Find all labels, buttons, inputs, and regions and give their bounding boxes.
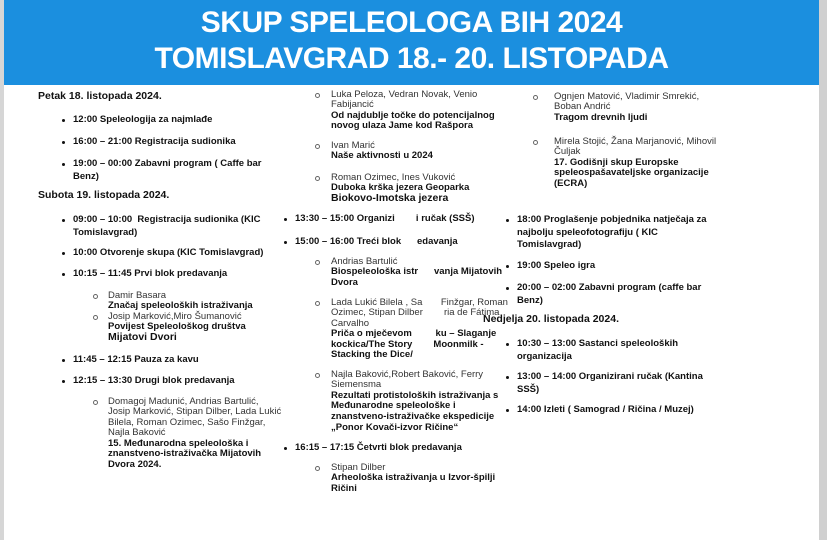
bullet-icon xyxy=(62,119,65,122)
schedule-item: organizacija xyxy=(517,350,572,362)
sub-bullet-icon xyxy=(533,140,538,145)
schedule-item: Tomislavgrad) xyxy=(517,239,582,250)
talk-authors: Lada Lukić Bilela , Sa Finžgar, Roman xyxy=(331,297,508,308)
talk-title: Rezultati protistoloških istraživanja s xyxy=(331,389,499,401)
bullet-icon xyxy=(506,343,509,346)
talk-authors: Andrias Bartulić xyxy=(331,256,398,267)
day-heading: Petak 18. listopada 2024. xyxy=(38,90,162,102)
talk-authors: Roman Ozimec, Ines Vuković xyxy=(331,172,456,183)
schedule-item: 11:45 – 12:15 Pauza za kavu xyxy=(73,354,199,365)
schedule-item: 12:15 – 13:30 Drugi blok predavanja xyxy=(73,375,235,386)
talk-title: Duboka krška jezera Geoparka xyxy=(331,182,470,194)
talk-title: Mijatovi Dvori xyxy=(108,331,177,343)
day-heading: Subota 19. listopada 2024. xyxy=(38,189,170,201)
talk-title: Arheološka istraživanja u Izvor-špilji xyxy=(331,472,496,484)
bullet-icon xyxy=(62,219,65,222)
talk-title: Ričini xyxy=(331,483,357,494)
bullet-icon xyxy=(62,359,65,362)
schedule-item: 13:00 – 14:00 Organizirani ručak (Kantina xyxy=(517,371,703,382)
sub-bullet-icon xyxy=(93,294,98,299)
schedule-item: Benz) xyxy=(517,294,543,306)
schedule-item: 12:00 Speleologija za najmlađe xyxy=(73,114,213,125)
schedule-item: 20:00 – 02:00 Zabavni program (caffe bar xyxy=(517,282,702,293)
bullet-icon xyxy=(284,447,287,450)
talk-authors: Ognjen Matović, Vladimir Smrekić, xyxy=(554,91,700,102)
schedule-item: 10:00 Otvorenje skupa (KIC Tomislavgrad) xyxy=(73,247,264,258)
talk-title: Dvora xyxy=(331,277,358,288)
schedule-item: 13:30 – 15:00 Organizi i ručak (SSŠ) xyxy=(295,213,475,224)
bullet-icon xyxy=(62,163,65,166)
header-banner xyxy=(4,0,819,85)
schedule-item: najbolju speleofotografiju ( KIC xyxy=(517,226,658,238)
bullet-icon xyxy=(506,219,509,222)
sub-bullet-icon xyxy=(315,466,320,471)
bullet-icon xyxy=(62,273,65,276)
talk-authors: Josip Marković, Stipan Dilber, Lada Lukić xyxy=(108,406,282,418)
talk-title: „Ponor Kovači-izvor Ričine“ xyxy=(331,421,459,433)
schedule-item: 16:15 – 17:15 Četvrti blok predavanja xyxy=(295,442,462,453)
talk-authors: Josip Marković,Miro Šumanović xyxy=(108,311,242,322)
sub-bullet-icon xyxy=(315,260,320,265)
schedule-item: 10:30 – 13:00 Sastanci speleoloških xyxy=(517,338,679,349)
talk-authors: Siemensma xyxy=(331,379,382,391)
talk-authors: Fabijancić xyxy=(331,99,374,111)
talk-title: Značaj speleoloških istraživanja xyxy=(108,300,253,312)
bullet-icon xyxy=(506,287,509,290)
talk-authors: Luka Peloza, Vedran Novak, Venio xyxy=(331,89,478,100)
talk-title: znanstveno-istraživačka Mijatovih xyxy=(108,448,262,460)
schedule-item: 16:00 – 21:00 Registracija sudionika xyxy=(73,136,236,147)
talk-title: znanstveno-istraživačke ekspedicije xyxy=(331,411,495,422)
talk-authors: Bilela, Roman Ozimec, Sašo Finžgar, xyxy=(108,416,266,428)
talk-authors: Stipan Dilber xyxy=(331,462,386,473)
schedule-item: 09:00 – 10:00 Registracija sudionika (KIC xyxy=(73,214,261,225)
sub-bullet-icon xyxy=(93,400,98,405)
talk-title: kockica/The Story Moonmilk - xyxy=(331,338,484,350)
talk-title: (ECRA) xyxy=(554,178,588,189)
bullet-icon xyxy=(506,376,509,379)
talk-title: Povijest Speleološkog društva xyxy=(108,321,246,333)
talk-authors: Čuljak xyxy=(554,146,581,158)
schedule-item: 15:00 – 16:00 Treći blok edavanja xyxy=(295,236,458,247)
talk-authors: Najla Baković xyxy=(108,427,166,439)
talk-title: Od najdublje točke do potencijalnog xyxy=(331,109,495,121)
talk-authors: Najla Baković,Robert Baković, Ferry xyxy=(331,369,484,380)
talk-title: Tragom drevnih ljudi xyxy=(554,111,648,123)
talk-title: Naše aktivnosti u 2024 xyxy=(331,150,433,162)
talk-title: speleospašavateljske organizacije xyxy=(554,167,709,179)
sub-bullet-icon xyxy=(315,93,320,98)
schedule-item: 19:00 Speleo igra xyxy=(517,260,596,271)
page-edge-right xyxy=(819,0,827,540)
talk-title: Priča o mječevom ku – Slaganje xyxy=(331,328,497,340)
sub-bullet-icon xyxy=(315,373,320,378)
sub-bullet-icon xyxy=(93,315,98,320)
bullet-icon xyxy=(284,241,287,244)
bullet-icon xyxy=(284,218,287,221)
event-title: SKUP SPELEOLOGA BIH 2024 xyxy=(200,6,623,39)
sub-bullet-icon xyxy=(315,301,320,306)
talk-authors: Mirela Stojić, Žana Marjanović, Mihovil xyxy=(554,136,717,147)
schedule-item: 19:00 – 00:00 Zabavni program ( Caffe bar xyxy=(73,158,262,169)
talk-authors: Boban Andrić xyxy=(554,101,611,113)
schedule-item: Tomislavgrad) xyxy=(73,226,138,238)
bullet-icon xyxy=(62,380,65,383)
sub-bullet-icon xyxy=(315,144,320,149)
talk-title: Međunarodne speleološke i xyxy=(331,400,456,412)
talk-title: Dvora 2024. xyxy=(108,458,162,470)
talk-authors: Ivan Marić xyxy=(331,140,375,151)
talk-title: novog ulaza Jame kod Rašpora xyxy=(331,120,474,132)
bullet-icon xyxy=(62,141,65,144)
event-subtitle: TOMISLAVGRAD 18.- 20. LISTOPADA xyxy=(154,42,669,75)
talk-title: 15. Međunarodna speleološka i xyxy=(108,437,249,449)
schedule-item: 10:15 – 11:45 Prvi blok predavanja xyxy=(73,268,228,279)
talk-title: Biospeleološka istr vanja Mijatovih xyxy=(331,266,503,278)
bullet-icon xyxy=(62,252,65,255)
talk-title: 17. Godišnji skup Europske xyxy=(554,156,679,168)
schedule-item: 18:00 Proglašenje pobjednika natječaja za xyxy=(517,214,707,225)
talk-authors: Ozimec, Stipan Dilber ria de Fátima xyxy=(331,307,500,319)
talk-authors: Damir Basara xyxy=(108,290,167,301)
talk-title: Stacking the Dice/ xyxy=(331,349,413,361)
schedule-item: 14:00 Izleti ( Samograd / Ričina / Muzej) xyxy=(517,404,694,415)
talk-title: Biokovo-Imotska jezera xyxy=(331,192,449,204)
schedule-item: SSŠ) xyxy=(517,383,540,395)
bullet-icon xyxy=(506,409,509,412)
talk-authors: Domagoj Madunić, Andrias Bartulić, xyxy=(108,396,259,407)
sub-bullet-icon xyxy=(533,95,538,100)
talk-authors: Carvalho xyxy=(331,317,370,329)
schedule-item: Benz) xyxy=(73,170,99,182)
bullet-icon xyxy=(506,265,509,268)
sub-bullet-icon xyxy=(315,176,320,181)
day-heading: Nedjelja 20. listopada 2024. xyxy=(483,313,619,325)
